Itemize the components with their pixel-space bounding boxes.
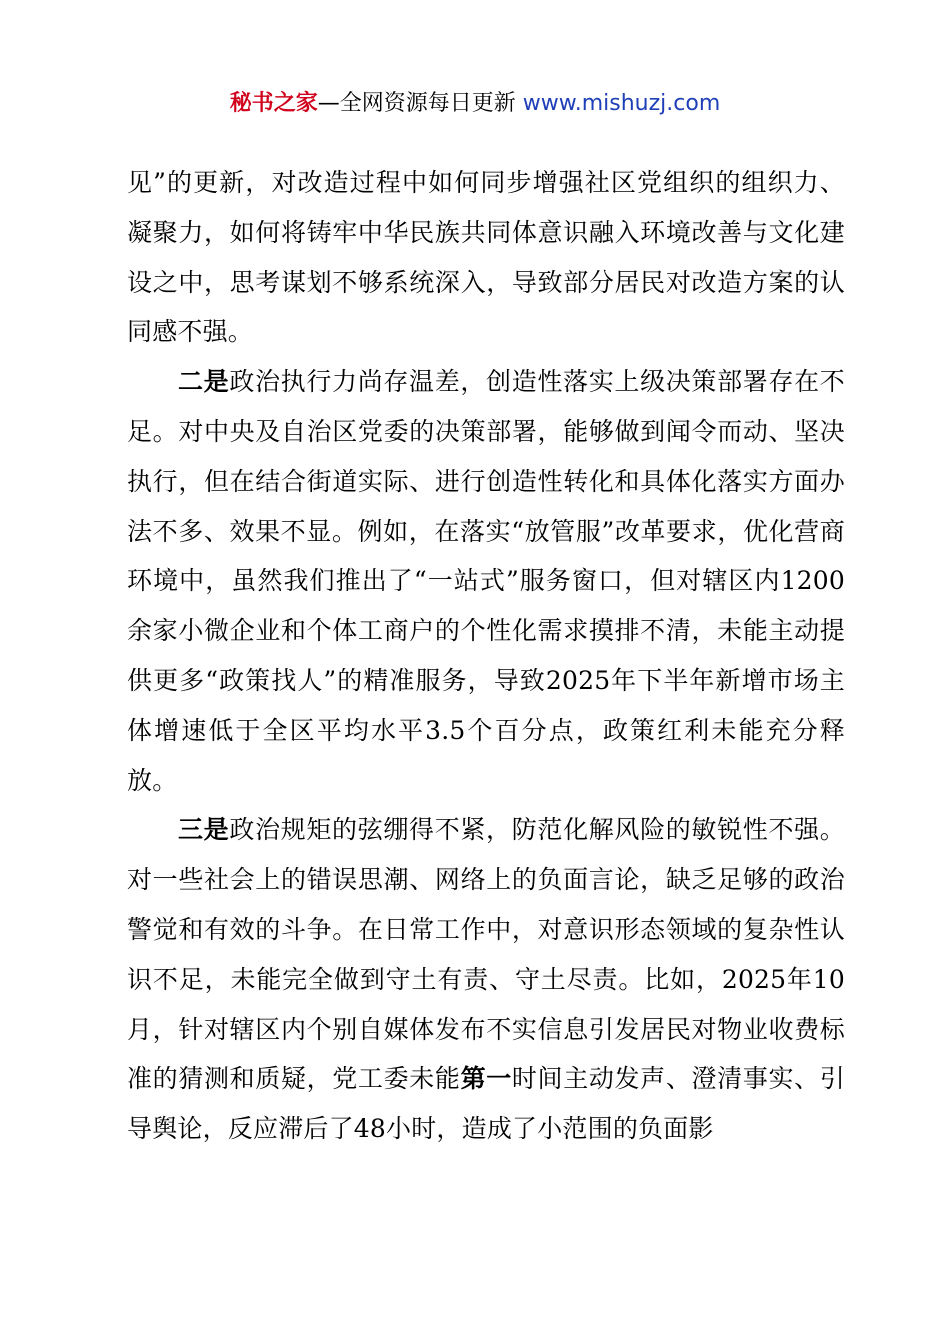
paragraph-point-three — [127, 805, 845, 1154]
paragraph-lead: 二是 — [178, 367, 230, 397]
paragraph-lead: 三是 — [178, 815, 230, 845]
site-url-link[interactable]: www.mishuzj.com — [522, 91, 721, 116]
site-tagline: —全网资源每日更新 — [317, 91, 523, 116]
paragraph-emphasis: 第一 — [460, 1064, 512, 1094]
paragraph-point-two — [127, 357, 845, 805]
site-header — [0, 86, 950, 122]
paragraph-text: 政治执行力尚存温差，创造性落实上级决策部署存在不足。对中央及自治区党委的决策部署，能够做到闻令而动、坚决执行，但在结合街道实际、进行创造性转化和具体化落实方面办法不多、效果不显。例如，在落实“放管服”改革要求，优化营商环境中，虽然我们推出了“一站式”服务窗口，但对辖区内1200余家小微企业和个体工商户的个性化需求摸排不清，未能主动提供更多“政策找人”的精准服务，导致2025年下半年新增市场主体增速低于全区平均水平3.5个百分点，政策红利未能充分释放。 — [127, 367, 845, 795]
paragraph-text: 见”的更新，对改造过程中如何同步增强社区党组织的组织力、凝聚力，如何将铸牢中华民族共同体意识融入环境改善与文化建设之中，思考谋划不够系统深入，导致部分居民对改造方案的认同感不强。 — [127, 168, 845, 347]
paragraph-text: 政治规矩的弦绷得不紧，防范化解风险的敏锐性不强。对一些社会上的错误思潮、网络上的负面言论，缺乏足够的政治警觉和有效的斗争。在日常工作中，对意识形态领域的复杂性认识不足，未能完全做到守土有责、守土尽责。比如，2025年10月，针对辖区内个别自媒体发布不实信息引发居民对物业收费标准的猜测和质疑，党工委未能 — [127, 815, 845, 1094]
site-brand: 秘书之家 — [229, 91, 318, 116]
paragraph-text: 时间主动发声、澄清事实、引导舆论，反应滞后了48小时，造成了小范围的负面影 — [127, 1064, 845, 1144]
paragraph-continuation — [127, 158, 845, 357]
document-body — [127, 158, 845, 1154]
